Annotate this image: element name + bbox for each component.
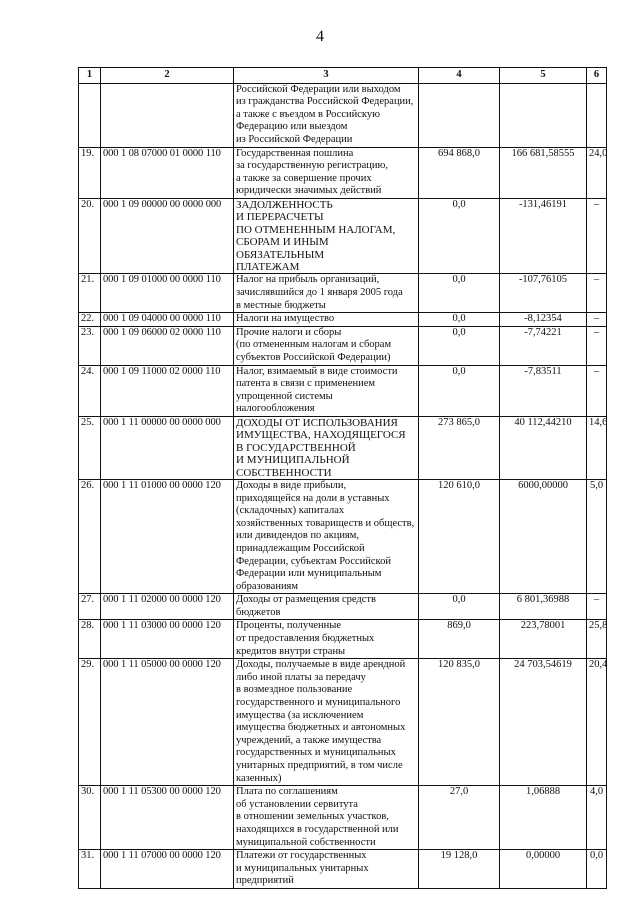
income-name-cell: ЗАДОЛЖЕННОСТЬ И ПЕРЕРАСЧЕТЫ ПО ОТМЕНЕННЫМ НАЛОГАМ, СБОРАМ И ИНЫМ ОБЯЗАТЕЛЬНЫМ ПЛАТЕЖАМ: [234, 198, 419, 273]
classification-code-cell: [101, 83, 234, 147]
row-number-cell: 31.: [79, 850, 101, 889]
row-number-cell: 30.: [79, 786, 101, 850]
row-number-cell: 29.: [79, 659, 101, 786]
actual-amount-cell: -7,74221: [500, 326, 587, 365]
plan-amount-cell: 19 128,0: [419, 850, 500, 889]
percent-cell: –: [587, 365, 607, 416]
actual-amount-cell: 24 703,54619: [500, 659, 587, 786]
continuation-row: [79, 83, 607, 147]
table-row: [79, 313, 607, 327]
column-header-5: 5: [500, 68, 587, 84]
row-number-cell: 19.: [79, 147, 101, 198]
classification-code-cell: 000 1 11 01000 00 0000 120: [101, 479, 234, 593]
table-row: [79, 786, 607, 850]
table-body: [79, 83, 607, 888]
row-number-cell: 26.: [79, 479, 101, 593]
plan-amount-cell: [419, 83, 500, 147]
classification-code-cell: 000 1 11 02000 00 0000 120: [101, 594, 234, 620]
percent-cell: –: [587, 326, 607, 365]
actual-amount-cell: 40 112,44210: [500, 416, 587, 479]
table-row: [79, 147, 607, 198]
column-header-2: 2: [101, 68, 234, 84]
plan-amount-cell: 0,0: [419, 326, 500, 365]
actual-amount-cell: -107,76105: [500, 274, 587, 313]
plan-amount-cell: 0,0: [419, 274, 500, 313]
classification-code-cell: 000 1 09 06000 02 0000 110: [101, 326, 234, 365]
income-name-cell: Российской Федерации или выходом из гражданства Российской Федерации, а также с въездом в Российскую Федерацию или выездом из Российской Федерации: [234, 83, 419, 147]
classification-code-cell: 000 1 09 00000 00 0000 000: [101, 198, 234, 273]
actual-amount-cell: 6 801,36988: [500, 594, 587, 620]
plan-amount-cell: 27,0: [419, 786, 500, 850]
table-row: [79, 274, 607, 313]
table-row: [79, 620, 607, 659]
income-name-cell: Доходы от размещения средств бюджетов: [234, 594, 419, 620]
actual-amount-cell: 0,00000: [500, 850, 587, 889]
classification-code-cell: 000 1 11 03000 00 0000 120: [101, 620, 234, 659]
classification-code-cell: 000 1 09 04000 00 0000 110: [101, 313, 234, 327]
plan-amount-cell: 120 835,0: [419, 659, 500, 786]
column-header-4: 4: [419, 68, 500, 84]
percent-cell: [587, 83, 607, 147]
column-header-1: 1: [79, 68, 101, 84]
percent-cell: 25,8: [587, 620, 607, 659]
percent-cell: –: [587, 198, 607, 273]
table-row: [79, 850, 607, 889]
income-name-cell: Проценты, полученные от предоставления бюджетных кредитов внутри страны: [234, 620, 419, 659]
income-name-cell: Прочие налоги и сборы (по отмененным налогам и сборам субъектов Российской Федерации): [234, 326, 419, 365]
actual-amount-cell: [500, 83, 587, 147]
plan-amount-cell: 0,0: [419, 198, 500, 273]
percent-cell: 5,0: [587, 479, 607, 593]
percent-cell: 20,4: [587, 659, 607, 786]
income-name-cell: Доходы, получаемые в виде арендной либо иной платы за передачу в возмездное пользование государственного и муниципального имущества (за исключением имущества бюджетных и автономных учреждений, а также имущества государственных и муниципальных унитарных предприятий, в том числе казенных): [234, 659, 419, 786]
row-number-cell: 25.: [79, 416, 101, 479]
row-number-cell: 27.: [79, 594, 101, 620]
percent-cell: –: [587, 594, 607, 620]
percent-cell: 4,0: [587, 786, 607, 850]
classification-code-cell: 000 1 11 07000 00 0000 120: [101, 850, 234, 889]
plan-amount-cell: 869,0: [419, 620, 500, 659]
actual-amount-cell: 223,78001: [500, 620, 587, 659]
actual-amount-cell: 166 681,58555: [500, 147, 587, 198]
plan-amount-cell: 0,0: [419, 313, 500, 327]
classification-code-cell: 000 1 09 01000 00 0000 110: [101, 274, 234, 313]
percent-cell: 14,6: [587, 416, 607, 479]
income-name-cell: Налог на прибыль организаций, зачислявшийся до 1 января 2005 года в местные бюджеты: [234, 274, 419, 313]
plan-amount-cell: 273 865,0: [419, 416, 500, 479]
classification-code-cell: 000 1 11 00000 00 0000 000: [101, 416, 234, 479]
income-name-cell: ДОХОДЫ ОТ ИСПОЛЬЗОВАНИЯ ИМУЩЕСТВА, НАХОДЯЩЕГОСЯ В ГОСУДАРСТВЕННОЙ И МУНИЦИПАЛЬНОЙ СОБСТВЕННОСТИ: [234, 416, 419, 479]
row-number-cell: 21.: [79, 274, 101, 313]
row-number-cell: 28.: [79, 620, 101, 659]
column-header-3: 3: [234, 68, 419, 84]
income-name-cell: Налоги на имущество: [234, 313, 419, 327]
income-name-cell: Государственная пошлина за государственную регистрацию, а также за совершение прочих юридически значимых действий: [234, 147, 419, 198]
row-number-cell: [79, 83, 101, 147]
column-number-row: [79, 68, 607, 84]
percent-cell: 24,0: [587, 147, 607, 198]
income-name-cell: Налог, взимаемый в виде стоимости патента в связи с применением упрощенной системы налогообложения: [234, 365, 419, 416]
percent-cell: –: [587, 313, 607, 327]
plan-amount-cell: 0,0: [419, 365, 500, 416]
percent-cell: –: [587, 274, 607, 313]
actual-amount-cell: -8,12354: [500, 313, 587, 327]
row-number-cell: 20.: [79, 198, 101, 273]
row-number-cell: 23.: [79, 326, 101, 365]
actual-amount-cell: 1,06888: [500, 786, 587, 850]
income-name-cell: Плата по соглашениям об установлении сервитута в отношении земельных участков, находящихся в государственной или муниципальной собственности: [234, 786, 419, 850]
budget-income-table: [78, 67, 607, 889]
classification-code-cell: 000 1 11 05000 00 0000 120: [101, 659, 234, 786]
table-row: [79, 659, 607, 786]
classification-code-cell: 000 1 09 11000 02 0000 110: [101, 365, 234, 416]
table-row: [79, 479, 607, 593]
page-number: 4: [316, 28, 324, 45]
plan-amount-cell: 0,0: [419, 594, 500, 620]
plan-amount-cell: 120 610,0: [419, 479, 500, 593]
actual-amount-cell: -131,46191: [500, 198, 587, 273]
table-row: [79, 594, 607, 620]
classification-code-cell: 000 1 08 07000 01 0000 110: [101, 147, 234, 198]
row-number-cell: 24.: [79, 365, 101, 416]
percent-cell: 0,0: [587, 850, 607, 889]
table-row: [79, 416, 607, 479]
row-number-cell: 22.: [79, 313, 101, 327]
actual-amount-cell: -7,83511: [500, 365, 587, 416]
table-row: [79, 365, 607, 416]
income-name-cell: Платежи от государственных и муниципальных унитарных предприятий: [234, 850, 419, 889]
table-row: [79, 198, 607, 273]
actual-amount-cell: 6000,00000: [500, 479, 587, 593]
column-header-6: 6: [587, 68, 607, 84]
classification-code-cell: 000 1 11 05300 00 0000 120: [101, 786, 234, 850]
table-row: [79, 326, 607, 365]
plan-amount-cell: 694 868,0: [419, 147, 500, 198]
income-name-cell: Доходы в виде прибыли, приходящейся на доли в уставных (складочных) капиталах хозяйственных товариществ и обществ, или дивидендов по акциям, принадлежащим Российской Федерации, субъектам Российской Федерации или муниципальным образованиям: [234, 479, 419, 593]
